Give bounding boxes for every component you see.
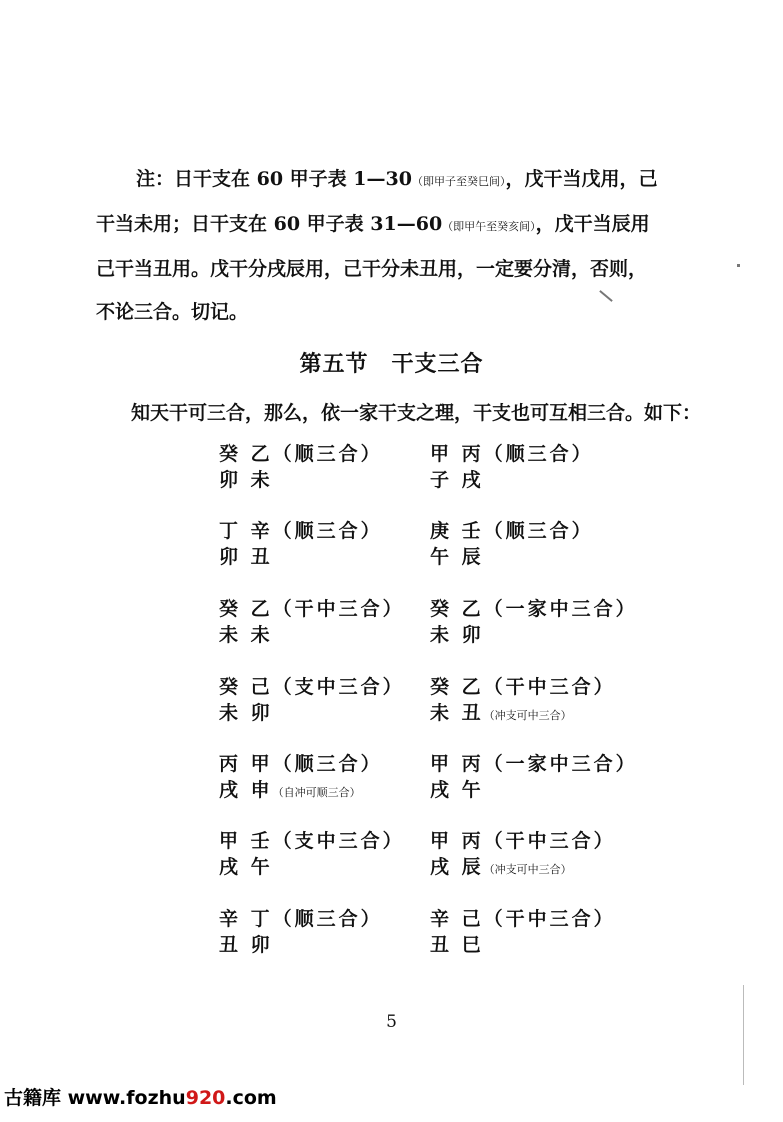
pair-6 [430,596,638,651]
pair-8 [430,674,616,729]
pair-11 [219,828,405,883]
pair-top: 辛 丁（顺三合） [219,908,383,930]
pair-top: 癸 乙（干中三合） [219,598,405,620]
scan-edge-line [743,985,744,1085]
pair-10 [430,751,638,806]
pair-top: 癸 乙（干中三合） [430,676,616,698]
pair-bottom: 戌 午 [219,856,273,878]
pair-bottom: 戌 辰（冲支可中三合） [430,856,572,878]
pair-top: 癸 己（支中三合） [219,676,405,698]
note-line-1: 注：日干支在 60 甲子表 1—30（即甲子至癸巳间），戊干当戊用，己 [136,168,658,190]
note-paragraph [96,158,696,334]
note-line-2: 干当未用；日干支在 60 甲子表 31—60（即甲午至癸亥间），戊干当辰用 [96,213,650,235]
pair-top: 甲 丙（干中三合） [430,830,616,852]
pair-bottom: 子 戌 [430,469,484,491]
pair-12 [430,828,616,883]
pair-14 [430,906,616,961]
pair-bottom: 戌 午 [430,779,484,801]
pair-top: 甲 壬（支中三合） [219,830,405,852]
pair-top: 甲 丙（一家中三合） [430,753,638,775]
pair-top: 丁 辛（顺三合） [219,520,383,542]
pair-bottom: 未 卯 [219,702,273,724]
watermark: 古籍库 www.fozhu920.com [4,1087,277,1109]
pair-bottom: 丑 卯 [219,934,273,956]
pair-1 [219,441,383,496]
pair-bottom: 戌 申（自冲可顺三合） [219,779,361,801]
pair-7 [219,674,405,729]
pair-bottom: 午 辰 [430,546,484,568]
pair-bottom: 未 卯 [430,624,484,646]
pair-9 [219,751,383,806]
section-title: 第五节 干支三合 [299,351,484,377]
pair-13 [219,906,383,961]
page-number: 5 [386,1012,397,1032]
pair-bottom: 丑 巳 [430,934,484,956]
pair-top: 庚 壬（顺三合） [430,520,594,542]
note-line-3: 己干当丑用。戊干分戌辰用，己干分未丑用，一定要分清，否则， [96,258,648,280]
pair-3 [219,518,383,573]
pair-4 [430,518,594,573]
pair-top: 癸 乙（顺三合） [219,443,383,465]
pair-top: 癸 乙（一家中三合） [430,598,638,620]
pair-top: 辛 己（干中三合） [430,908,616,930]
pair-bottom: 卯 丑 [219,546,273,568]
pair-top: 甲 丙（顺三合） [430,443,594,465]
pair-bottom: 卯 未 [219,469,273,491]
pair-top: 丙 甲（顺三合） [219,753,383,775]
pair-5 [219,596,405,651]
pair-2 [430,441,594,496]
pair-bottom: 未 未 [219,624,273,646]
pair-bottom: 未 丑（冲支可中三合） [430,702,572,724]
intro-text: 知天干可三合，那么，依一家干支之理，干支也可互相三合。如下： [131,402,702,424]
note-line-4: 不论三合。切记。 [96,301,249,323]
scan-speck [737,264,740,267]
